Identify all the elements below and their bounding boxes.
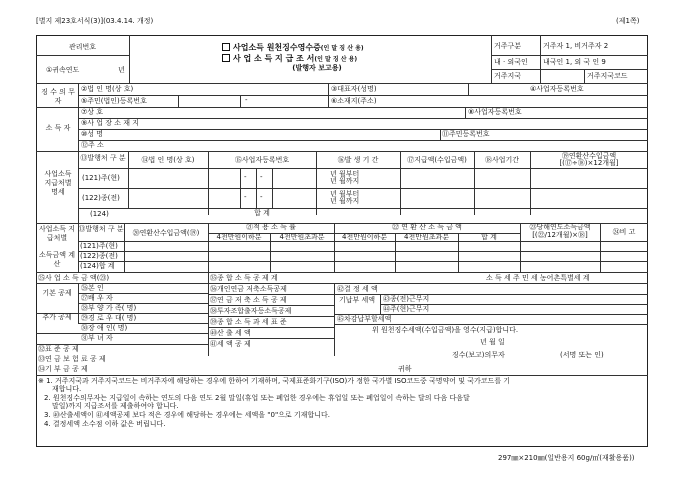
year-label: ①귀속연도 <box>46 66 80 74</box>
annual-row3: (124)합 계 <box>80 262 115 270</box>
paidco-col7: ⑲연환산수입금액 <box>561 152 617 160</box>
paidco-group-label: 사업소득 지급처별 명세 <box>44 170 72 197</box>
nationality-value: 내국인 1, 외 국 인 9 <box>543 58 606 66</box>
paidco-col1: ⑬발행처 구 분 <box>80 154 126 162</box>
annual-col5: ㉓당해연도소득금액 <box>529 223 591 231</box>
form-code: [별지 제23호서식(3)](03.4.14. 개정) <box>36 17 154 25</box>
country-code-label: 거주지국코드 <box>587 72 628 80</box>
note-line: 3. ㊵산출세액이 ㊶세액공제 보다 적은 경우에 해당하는 경우에는 세액을 "0"으로 기재합니다. <box>44 411 330 419</box>
annual-col5-sub: [(㉒/12개월)×⑱] <box>532 231 588 239</box>
title-line-2: 사 업 소 득 지 급 조 서(인 말 징 산 용) <box>222 54 357 64</box>
d40: ㊵산 출 세 액 <box>210 329 251 337</box>
payer-corpno-label: ⑤주민(법인)등록번호 <box>81 97 147 105</box>
paidco-col7-sub: [(⑰÷⑱)×12개월] <box>559 159 619 167</box>
manage-no-label: 관리번호 <box>68 43 97 51</box>
annual-col3: ㉑적 용 소 득 률 <box>246 223 296 231</box>
d32: ㉜표 준 공 제 <box>38 345 79 353</box>
d27: ㉗배 우 자 <box>81 294 113 302</box>
annual-col4b: 4천만원초과분 <box>403 233 450 241</box>
period-from-1: 년 월부터 <box>330 170 360 178</box>
note-line: 말일)까지 지급조서를 제출하여야 합니다. <box>52 402 179 410</box>
title-line-3: (발행자 보고용) <box>292 64 342 72</box>
residence-label: 거주구분 <box>494 42 522 50</box>
annual-row1: (121)주(현) <box>80 242 118 250</box>
annual-col4c: 합 계 <box>481 233 497 241</box>
d31: ㉛부 녀 자 <box>81 334 113 342</box>
sign-note: (서명 또는 인) <box>560 351 604 359</box>
d30: ㉚장 애 인( 명) <box>81 324 128 332</box>
earner-trade-label: ⑦상 호 <box>81 108 104 116</box>
country-label: 거주지국 <box>494 72 522 80</box>
note-line: 재합니다. <box>52 385 82 393</box>
residence-value: 거주자 1, 비거주자 2 <box>543 42 609 50</box>
paidco-col3: ⑮사업자등록번호 <box>234 156 290 164</box>
period-to-1: 년 월까지 <box>330 177 360 185</box>
annual-col1: ⑬발행처 구 분 <box>78 225 124 233</box>
earner-bizno-label: ⑧사업자등록번호 <box>468 108 522 116</box>
to-label: 귀하 <box>398 365 412 373</box>
signer-label: 징수(보고)의무자 <box>452 351 505 359</box>
note-line: 2. 원천징수의무자는 지급일이 속하는 연도의 다음 연도 2월 말일(휴업 또는 폐업한 경우에는 휴업일 또는 폐업일이 속하는 달의 다음 다음달 <box>44 394 470 402</box>
annual-group-1: 사업소득 지급처별 <box>38 225 76 243</box>
annual-col4a: 4천만원이하분 <box>341 233 388 241</box>
d44: ㊹주(현)근무지 <box>383 305 430 313</box>
date-line: 년 월 일 <box>480 338 505 346</box>
d28: ㉘부 양 가 족( 명) <box>81 304 137 312</box>
d36: ㊱개인연금 저축소득공제 <box>210 285 287 293</box>
period-to-2: 년 월까지 <box>330 197 360 205</box>
checkbox-icon[interactable] <box>222 54 230 62</box>
confirm-text: 위 원천징수세액(수입금액)을 영수(지급)합니다. <box>372 326 519 334</box>
annual-col3a: 4천만원이하분 <box>216 233 262 241</box>
d33: ㉝연 금 보 험 료 공 제 <box>38 355 106 363</box>
d38: ㊳투자조합출자등소득공제 <box>210 307 292 315</box>
payer-group-label: 징 수 의 무 자 <box>41 88 75 106</box>
payer-name-label: ②법 인 명(상 호) <box>81 85 134 93</box>
prepaid-group: 기납부 세액 <box>338 296 376 304</box>
payer-bizno-label: ④사업자등록번호 <box>530 85 584 93</box>
title-line-1: 사업소득 원천징수영수증(인 말 징 산 용) <box>222 43 364 53</box>
d39: ㊴종 합 소 득 과 세 표 준 <box>210 318 287 326</box>
annual-col2: ⑳연환산수입금액(⑲) <box>132 229 200 237</box>
earner-name-label: ⑩성 명 <box>81 130 104 138</box>
earner-idno-label: ⑪주민등록번호 <box>442 130 490 138</box>
annual-col6: ㉔비 고 <box>612 228 636 236</box>
paidco-row1: (121)주(현) <box>82 174 120 182</box>
d35: ㉟종 합 소 득 공 제 계 <box>210 274 278 282</box>
earner-group-label: 소 득 자 <box>45 124 71 132</box>
d34: ㉞기 부 금 공 제 <box>38 365 88 373</box>
paper-spec: 297㎜×210㎜(일반용지 60g/㎡(재활용품)) <box>498 454 635 462</box>
d29: ㉙경 로 우 대( 명) <box>81 314 137 322</box>
d45: ㊺차감납부할세액 <box>337 315 392 323</box>
period-from-2: 년 월부터 <box>330 190 360 198</box>
checkbox-icon[interactable] <box>222 43 230 51</box>
page-side: (제1쪽) <box>616 17 640 25</box>
paidco-col4: ⑯발 생 기 간 <box>337 156 379 164</box>
basic-group: 기본 공제 <box>42 289 72 297</box>
annual-col3b: 4천만원초과분 <box>279 233 325 241</box>
d42: ㊷결 정 세 액 <box>337 285 378 293</box>
paidco-total: 합 계 <box>254 209 270 217</box>
annual-group-2: 소득금액 계산 <box>38 251 76 269</box>
add-group: 추가 공제 <box>42 313 72 321</box>
d43: ㊸종(전)근무지 <box>383 295 430 303</box>
payer-address-label: ⑥소재지(주소) <box>331 97 377 105</box>
paidco-row2: (122)종(전) <box>82 194 120 202</box>
annual-row2: (122)종(전) <box>80 252 118 260</box>
paidco-row3: (124) <box>90 210 109 218</box>
note-line: ※ 1. 거주지국과 거주지국코드는 비거주자에 해당하는 경우에 한하여 기재하며, 국제표준화기구(ISO)가 정한 국가별 ISO코드중 국명약어 및 국가코드를 기 <box>38 377 511 385</box>
year-suffix: 년 <box>118 66 125 74</box>
d37: ㊲연 금 저 축 소 득 공 제 <box>210 296 287 304</box>
nationality-label: 내 · 외국인 <box>494 58 528 66</box>
note-line: 4. 결정세액 소수점 이하 값은 버립니다. <box>44 420 166 428</box>
d25: ㉕사 업 소 득 금 액(㉓) <box>38 274 110 282</box>
payer-rep-label: ③대표자(성명) <box>331 85 377 93</box>
annual-col4: ㉒ 연 환 산 소 득 금 액 <box>392 223 462 231</box>
paidco-col5: ⑰지급액(수입금액) <box>407 156 467 164</box>
paidco-col2: ⑭법 인 명(상 호) <box>141 156 195 164</box>
tax-header: 소 득 세 주 민 세 농어촌특별세 계 <box>486 274 590 282</box>
d26: ㉖본 인 <box>81 284 104 292</box>
paidco-col6: ⑱사업기간 <box>484 156 520 164</box>
d41: ㊶세 액 공 제 <box>210 340 251 348</box>
earner-place-label: ⑨사 업 장 소 재 지 <box>81 119 139 127</box>
earner-address-label: ⑫주 소 <box>81 141 104 149</box>
